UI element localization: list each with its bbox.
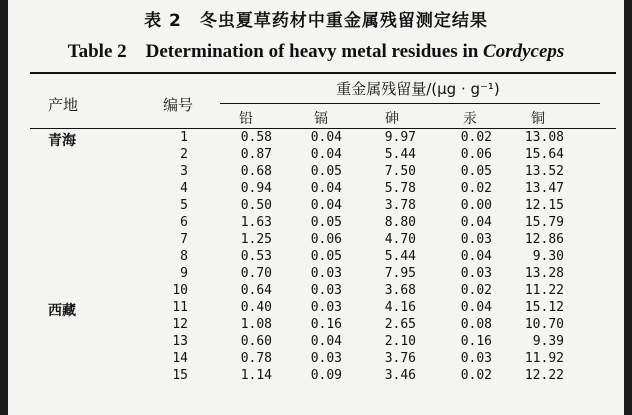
cell-mercury: 0.03 <box>460 232 492 247</box>
cell-arsenic: 7.95 <box>384 266 416 281</box>
cell-copper: 10.70 <box>524 317 564 332</box>
cell-number: 7 <box>180 232 188 247</box>
cell-number: 8 <box>180 249 188 264</box>
top-rule <box>30 72 616 74</box>
cell-mercury: 0.04 <box>460 249 492 264</box>
cell-lead: 1.25 <box>240 232 272 247</box>
document-page <box>8 0 624 415</box>
cell-cadmium: 0.04 <box>310 130 342 145</box>
cell-lead: 0.64 <box>240 283 272 298</box>
cell-lead: 1.14 <box>240 368 272 383</box>
cell-mercury: 0.00 <box>460 198 492 213</box>
cell-cadmium: 0.05 <box>310 164 342 179</box>
cell-number: 10 <box>172 283 188 298</box>
cell-mercury: 0.02 <box>460 181 492 196</box>
cell-mercury: 0.08 <box>460 317 492 332</box>
cell-arsenic: 9.97 <box>384 130 416 145</box>
table-row <box>8 249 624 266</box>
cell-cadmium: 0.09 <box>310 368 342 383</box>
cell-number: 13 <box>172 334 188 349</box>
header-metal-cu: 铜 <box>531 111 545 127</box>
cell-lead: 0.87 <box>240 147 272 162</box>
cell-mercury: 0.02 <box>460 283 492 298</box>
cell-arsenic: 4.70 <box>384 232 416 247</box>
cell-cadmium: 0.05 <box>310 249 342 264</box>
cell-arsenic: 8.80 <box>384 215 416 230</box>
table-row <box>8 181 624 198</box>
cell-lead: 0.68 <box>240 164 272 179</box>
table-row <box>8 283 624 300</box>
cell-cadmium: 0.05 <box>310 215 342 230</box>
cell-cadmium: 0.03 <box>310 300 342 315</box>
cell-number: 6 <box>180 215 188 230</box>
cell-arsenic: 7.50 <box>384 164 416 179</box>
cell-lead: 0.60 <box>240 334 272 349</box>
table-row <box>8 198 624 215</box>
table-title-cn: 表 2 冬虫夏草药材中重金属残留测定结果 <box>144 11 488 31</box>
table-row <box>8 215 624 232</box>
cell-copper: 9.30 <box>532 249 564 264</box>
cell-mercury: 0.03 <box>460 351 492 366</box>
cell-mercury: 0.03 <box>460 266 492 281</box>
header-group: 重金属残留量/(μg · g⁻¹) <box>336 80 500 98</box>
cell-lead: 0.70 <box>240 266 272 281</box>
table-title-en <box>8 36 624 63</box>
cell-arsenic: 3.78 <box>384 198 416 213</box>
cell-number: 2 <box>180 147 188 162</box>
table-row <box>8 300 624 317</box>
cell-cadmium: 0.16 <box>310 317 342 332</box>
cell-lead: 0.40 <box>240 300 272 315</box>
table-row <box>8 164 624 181</box>
cell-copper: 15.79 <box>524 215 564 230</box>
cell-copper: 13.52 <box>524 164 564 179</box>
cell-origin: 西藏 <box>48 303 76 319</box>
cell-arsenic: 5.78 <box>384 181 416 196</box>
cell-cadmium: 0.04 <box>310 147 342 162</box>
cell-cadmium: 0.03 <box>310 283 342 298</box>
cell-copper: 12.15 <box>524 198 564 213</box>
cell-copper: 13.47 <box>524 181 564 196</box>
cell-arsenic: 3.76 <box>384 351 416 366</box>
cell-copper: 12.86 <box>524 232 564 247</box>
cell-number: 9 <box>180 266 188 281</box>
header-metal-as: 砷 <box>385 111 399 127</box>
header-rule <box>30 128 616 129</box>
table-row <box>8 266 624 283</box>
cell-copper: 13.28 <box>524 266 564 281</box>
cell-mercury: 0.02 <box>460 130 492 145</box>
cell-copper: 13.08 <box>524 130 564 145</box>
cell-copper: 9.39 <box>532 334 564 349</box>
cell-number: 15 <box>172 368 188 383</box>
cell-origin: 青海 <box>48 133 76 149</box>
table-row <box>8 130 624 147</box>
cell-mercury: 0.04 <box>460 300 492 315</box>
cell-number: 3 <box>180 164 188 179</box>
header-origin: 产地 <box>48 96 79 114</box>
table-row <box>8 232 624 249</box>
header-metal-cd: 镉 <box>314 111 328 127</box>
header-metal-hg: 汞 <box>463 111 477 127</box>
cell-mercury: 0.02 <box>460 368 492 383</box>
group-rule <box>220 103 600 104</box>
cell-mercury: 0.16 <box>460 334 492 349</box>
cell-cadmium: 0.06 <box>310 232 342 247</box>
cell-lead: 0.50 <box>240 198 272 213</box>
cell-arsenic: 2.65 <box>384 317 416 332</box>
cell-lead: 0.53 <box>240 249 272 264</box>
table-row <box>8 317 624 334</box>
cell-copper: 11.92 <box>524 351 564 366</box>
cell-mercury: 0.05 <box>460 164 492 179</box>
cell-arsenic: 2.10 <box>384 334 416 349</box>
cell-number: 5 <box>180 198 188 213</box>
table-row <box>8 351 624 368</box>
cell-number: 11 <box>172 300 188 315</box>
cell-number: 12 <box>172 317 188 332</box>
cell-arsenic: 4.16 <box>384 300 416 315</box>
cell-number: 1 <box>180 130 188 145</box>
cell-arsenic: 3.46 <box>384 368 416 383</box>
table-row <box>8 147 624 164</box>
header-metal-pb: 铅 <box>239 111 253 127</box>
cell-cadmium: 0.04 <box>310 181 342 196</box>
cell-number: 14 <box>172 351 188 366</box>
cell-cadmium: 0.04 <box>310 198 342 213</box>
table-row <box>8 368 624 385</box>
table-body <box>8 130 624 385</box>
cell-mercury: 0.06 <box>460 147 492 162</box>
cell-arsenic: 5.44 <box>384 249 416 264</box>
table-title-en-text: Table 2 Determination of heavy metal residues in <box>67 41 484 62</box>
cell-arsenic: 5.44 <box>384 147 416 162</box>
cell-cadmium: 0.03 <box>310 266 342 281</box>
cell-lead: 0.58 <box>240 130 272 145</box>
cell-copper: 11.22 <box>524 283 564 298</box>
header-number: 编号 <box>162 96 193 114</box>
cell-cadmium: 0.04 <box>310 334 342 349</box>
cell-cadmium: 0.03 <box>310 351 342 366</box>
cell-copper: 12.22 <box>524 368 564 383</box>
cell-mercury: 0.04 <box>460 215 492 230</box>
table-row <box>8 334 624 351</box>
cell-lead: 0.94 <box>240 181 272 196</box>
cell-copper: 15.64 <box>524 147 564 162</box>
cell-copper: 15.12 <box>524 300 564 315</box>
cell-lead: 1.63 <box>240 215 272 230</box>
cell-lead: 1.08 <box>240 317 272 332</box>
cell-lead: 0.78 <box>240 351 272 366</box>
table-title-en-italic: Cordyceps <box>483 41 565 62</box>
cell-number: 4 <box>180 181 188 196</box>
cell-arsenic: 3.68 <box>384 283 416 298</box>
